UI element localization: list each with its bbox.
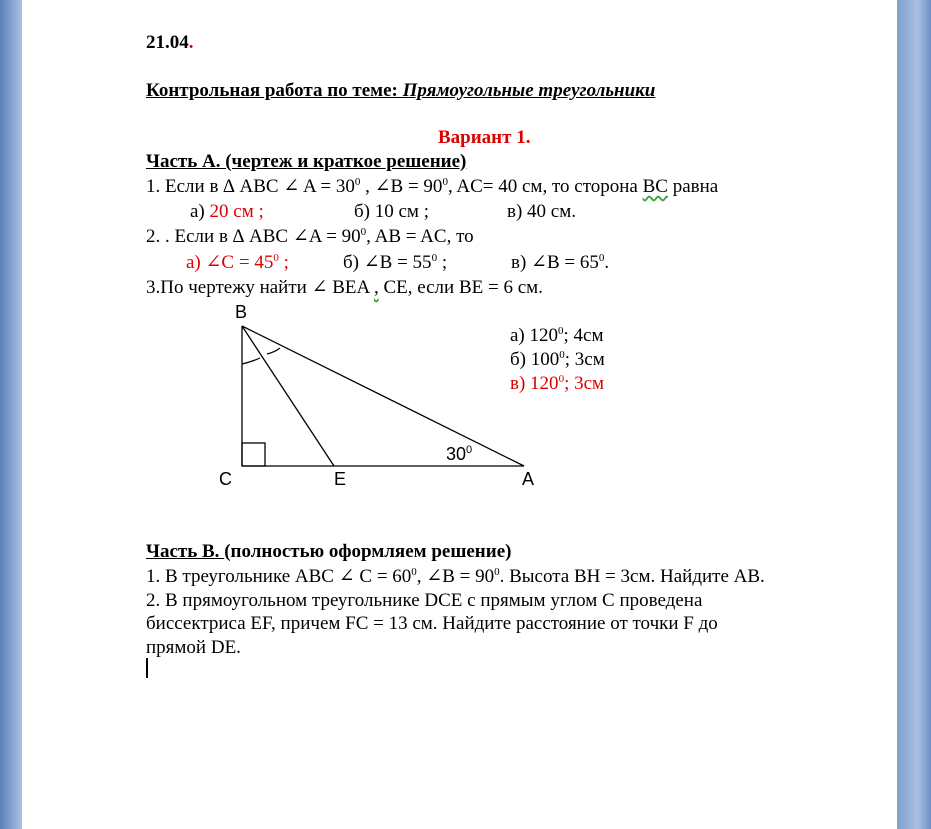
q1-option-c: в) 40 см. [507,201,577,222]
angle-30-value: 30 [446,444,467,464]
q3-text-b: CE, если BE = 6 см. [378,277,543,298]
title-prefix: Контрольная работа по теме: [146,80,398,101]
part-b-heading-underlined: Часть В. [146,541,225,562]
b-q1-text-c: . Высота BH = 3см. Найдите AB. [499,566,765,587]
q2-option-c [511,250,609,275]
q3-option-c-angle: в) 120 [510,373,559,394]
q1-option-a-label: а) [190,201,210,222]
b-q1-deg-2: 0 [494,566,500,578]
side-ba [242,326,524,466]
angle-30-label [446,444,472,464]
angle-30-deg: 0 [466,444,473,456]
b-q1-deg-1: 0 [411,566,417,578]
q3-option-b-deg: 0 [559,349,565,361]
q2-option-c-end: . [604,252,610,273]
q2-option-b-deg: 0 [431,252,438,264]
vertex-label-a: A [522,469,535,489]
part-b-heading [146,539,511,564]
q2-option-b-text: б) ∠B = 55 [343,252,432,273]
q1-deg-1: 0 [354,176,361,188]
vertex-label-b: B [235,302,248,322]
q3-option-b-angle: б) 100 [510,349,560,370]
q3-option-a-deg: 0 [558,325,564,337]
q2-option-a-end: ; [278,252,289,273]
variant-heading: Вариант 1. [438,127,531,148]
b-q1-text-a: 1. В треугольнике ABC ∠ C = 60 [146,566,412,587]
triangle-figure [176,298,536,498]
question-2 [146,224,474,249]
angle-arc-2 [267,348,280,354]
part-b-question-2-line-1: 2. В прямоугольном треугольнике DCE с прямым углом C проведена [146,590,703,611]
question-3 [146,275,543,300]
q1-deg-2: 0 [442,176,448,188]
part-b-question-1 [146,564,765,589]
q1-option-b: б) 10 см ; [354,201,429,222]
q3-option-a-angle: а) 120 [510,325,559,346]
title-topic: Прямоугольные треугольники [402,80,656,101]
b-q1-text-b: , ∠B = 90 [416,566,495,587]
q2-option-b-end: ; [437,252,448,273]
q3-option-c-deg: 0 [558,373,565,385]
date: 21.04 [146,32,189,53]
document-page[interactable] [22,0,897,829]
bisector-be [242,326,334,466]
window-frame-right [897,0,931,829]
window-frame-left [0,0,22,829]
q2-option-a-text: а) ∠C = 45 [186,252,274,273]
vertex-label-c: C [219,469,232,489]
q2-text-a: 2. . Если в ∆ ABC ∠A = 90 [146,226,361,247]
date-dot: . [188,32,194,53]
part-b-heading-rest: (полностью оформляем решение) [224,541,512,562]
q2-option-b [343,250,447,275]
part-b-question-2-line-2: биссектриса EF, причем FC = 13 см. Найдите расстояние от точки F до [146,613,718,634]
doc-title [146,78,655,103]
angle-arc-1 [242,358,260,364]
q3-comma: , [373,277,379,298]
q2-option-c-deg: 0 [598,252,605,264]
q2-deg: 0 [360,226,367,238]
q1-text-a: 1. Если в ∆ ABC ∠ A = 30 [146,176,355,197]
q1-options [190,199,264,224]
vertex-label-e: E [334,469,347,489]
q3-text-a: 3.По чертежу найти ∠ BEA [146,277,374,298]
question-1 [146,174,718,199]
q1-text-d: равна [667,176,719,197]
q3-option-c-length: ; 3см [564,373,605,394]
q2-option-a-deg: 0 [273,252,279,264]
q1-bc: BC [642,176,668,197]
q3-option-a-length: ; 4см [563,325,604,346]
q2-option-c-text: в) ∠B = 65 [511,252,599,273]
q2-option-a [186,250,289,275]
q2-text-b: , AB = AC, то [366,226,474,247]
right-angle-mark [242,443,265,466]
q1-text-b: , ∠B = 90 [360,176,443,197]
date-line [146,30,194,55]
q1-text-c: , AC= 40 см, то сторона [447,176,643,197]
text-cursor [146,658,148,678]
q3-option-b-length: ; 3см [564,349,605,370]
part-b-question-2-line-3: прямой DE. [146,637,241,658]
q1-option-a-value: 20 см ; [209,201,264,222]
part-a-heading: Часть А. (чертеж и краткое решение) [146,151,467,172]
